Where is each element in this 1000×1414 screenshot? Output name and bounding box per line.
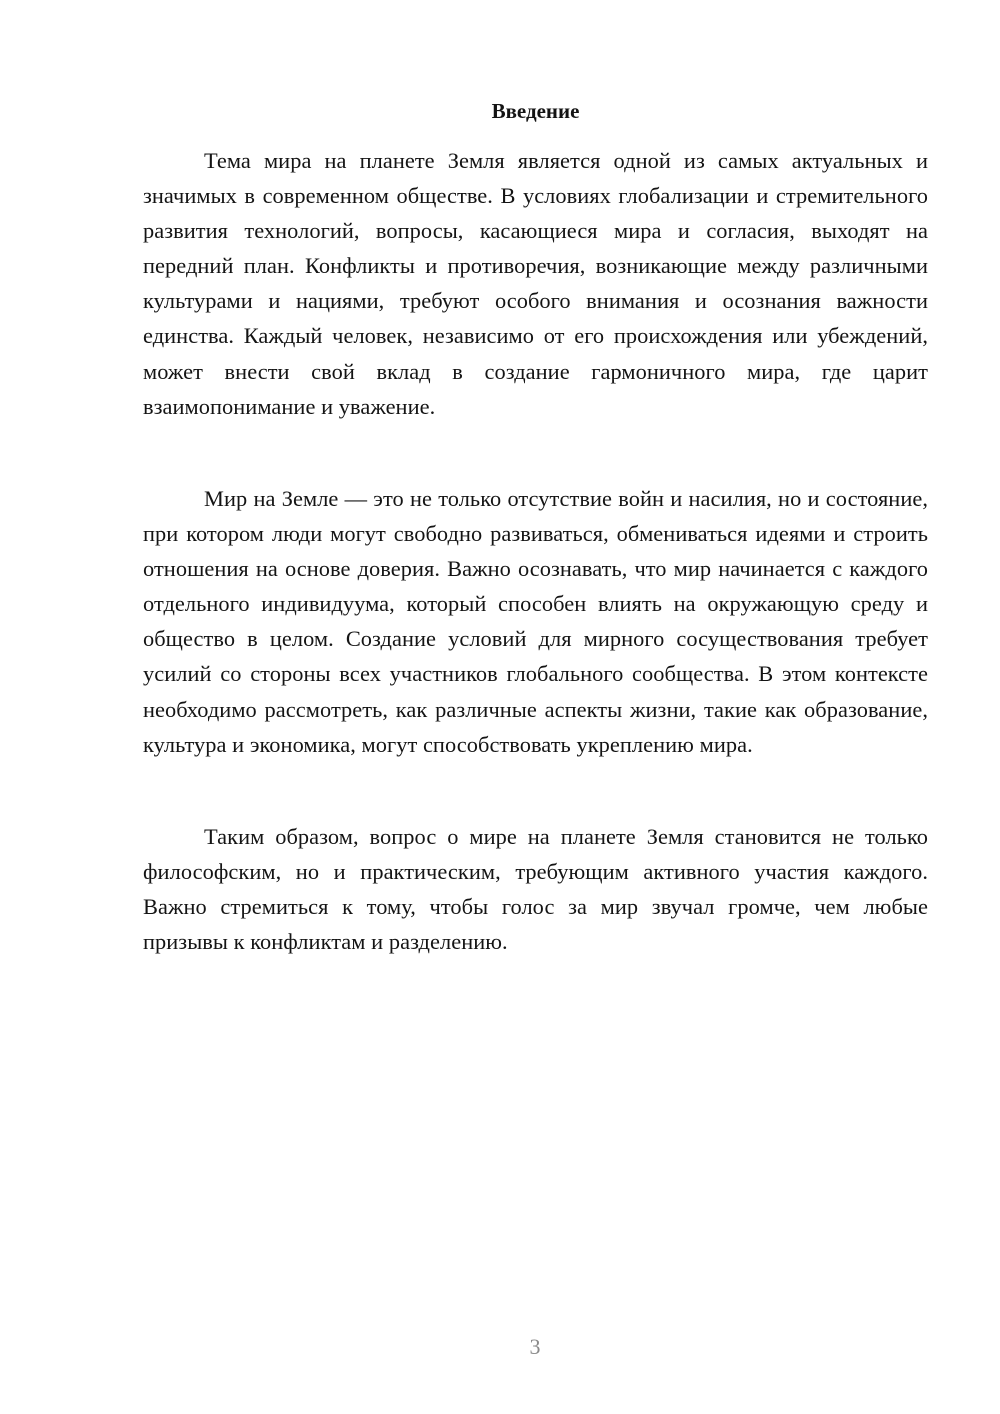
page-number: 3 [529,1334,541,1359]
paragraph-1: Тема мира на планете Земля является одной из самых актуальных и значимых в современном обществе. В условиях глобализации и стремительного развития технологий, вопросы, касающиеся мира и согласия, выходят на передний план. Конфликты и противоречия, возникающие между различными культурами и нациями, требуют особого внимания и осознания важности единства. Каждый человек, независимо от его происхождения или убеждений, может внести свой вклад в создание гармоничного мира, где царит взаимопонимание и уважение. [143,148,928,419]
section-heading: Введение [491,99,580,123]
paragraph-2: Мир на Земле — это не только отсутствие войн и насилия, но и состояние, при котором люди могут свободно развиваться, обмениваться идеями и строить отношения на основе доверия. Важно осознавать, что мир начинается с каждого отдельного индивидуума, который способен влиять на окружающую среду и общество в целом. Создание условий для мирного сосуществования требует усилий со стороны всех участников глобального сообщества. В этом контексте необходимо рассмотреть, как различные аспекты жизни, такие как образование, культура и экономика, могут способствовать укреплению мира. [143,486,928,757]
paragraph-3: Таким образом, вопрос о мире на планете Земля становится не только философским, но и практическим, требующим активного участия каждого. Важно стремиться к тому, чтобы голос за мир звучал громче, чем любые призывы к конфликтам и разделению. [143,824,928,955]
